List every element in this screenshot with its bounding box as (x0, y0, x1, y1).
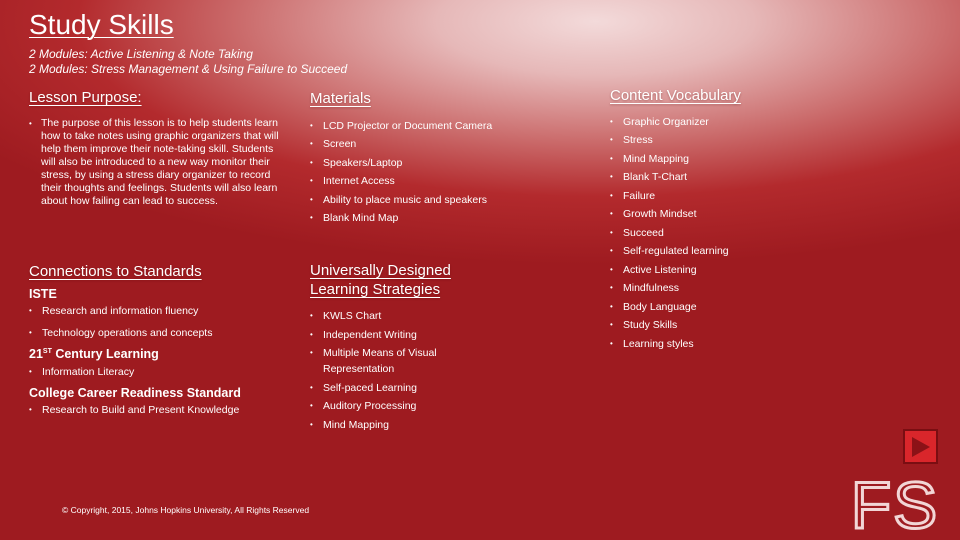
standards-heading: Connections to Standards (29, 263, 202, 280)
udl-item: • Self-paced Learning (310, 382, 417, 394)
vocabulary-item: • Succeed (610, 227, 664, 239)
century-superscript: ST (42, 347, 52, 355)
ccr-label: College Career Readiness Standard (29, 386, 241, 400)
udl-item: • Mind Mapping (310, 419, 389, 431)
udl-item-continuation: Representation (323, 363, 395, 375)
vocabulary-item: • Mind Mapping (610, 153, 689, 165)
copyright-notice: © Copyright, 2015, Johns Hopkins University, All Rights Reserved (62, 505, 310, 515)
udl-item: • KWLS Chart (310, 310, 381, 322)
vocabulary-item: • Graphic Organizer (610, 116, 709, 128)
logo-text: FS (850, 468, 940, 534)
vocabulary-item: • Mindfulness (610, 282, 679, 294)
century-suffix: Century Learning (51, 347, 159, 361)
page-title: Study Skills (29, 9, 174, 40)
century-learning-label (29, 347, 159, 361)
century-number: 21 (29, 347, 43, 361)
vocabulary-item: • Stress (610, 134, 653, 146)
lesson-purpose-list (29, 117, 279, 208)
vocabulary-item: • Learning styles (610, 338, 694, 350)
lesson-purpose-heading: Lesson Purpose: (29, 89, 142, 106)
ccr-item: • Research to Build and Present Knowledge (29, 404, 239, 416)
materials-item: • Screen (310, 138, 356, 150)
vocabulary-item: • Study Skills (610, 319, 677, 331)
vocabulary-heading: Content Vocabulary (610, 87, 741, 104)
materials-item: • Speakers/Laptop (310, 157, 402, 169)
udl-item: • Independent Writing (310, 329, 417, 341)
iste-item: • Research and information fluency (29, 305, 198, 317)
subtitle-line-1: 2 Modules: Active Listening & Note Taking (29, 47, 253, 61)
materials-heading: Materials (310, 90, 371, 107)
materials-item: • Blank Mind Map (310, 212, 398, 224)
century-item: • Information Literacy (29, 366, 134, 378)
fs-logo (845, 428, 945, 534)
vocabulary-item: • Self-regulated learning (610, 245, 729, 257)
materials-item: • LCD Projector or Document Camera (310, 120, 492, 132)
vocabulary-item: • Body Language (610, 301, 697, 313)
vocabulary-item: • Blank T-Chart (610, 171, 687, 183)
vocabulary-item: • Active Listening (610, 264, 697, 276)
materials-item: • Internet Access (310, 175, 395, 187)
lesson-purpose-text: • The purpose of this lesson is to help students learn how to take notes using graphic organizers that will help them improve their note-taking skill. Students will also be introduced to a new way monitor their stress, by using a stress diary organizer to record their thoughts and feelings. Students will also learn about how failing can lead to success. (29, 117, 279, 208)
vocabulary-item: • Growth Mindset (610, 208, 697, 220)
udl-item: • Multiple Means of Visual (310, 347, 437, 359)
subtitle-line-2: 2 Modules: Stress Management & Using Failure to Succeed (29, 62, 348, 76)
vocabulary-item: • Failure (610, 190, 655, 202)
udl-heading-line-1: Universally Designed (310, 262, 451, 279)
udl-heading-line-2: Learning Strategies (310, 281, 441, 298)
udl-item: • Auditory Processing (310, 400, 416, 412)
iste-label: ISTE (29, 287, 57, 301)
iste-item: • Technology operations and concepts (29, 327, 212, 339)
materials-item: • Ability to place music and speakers (310, 194, 487, 206)
